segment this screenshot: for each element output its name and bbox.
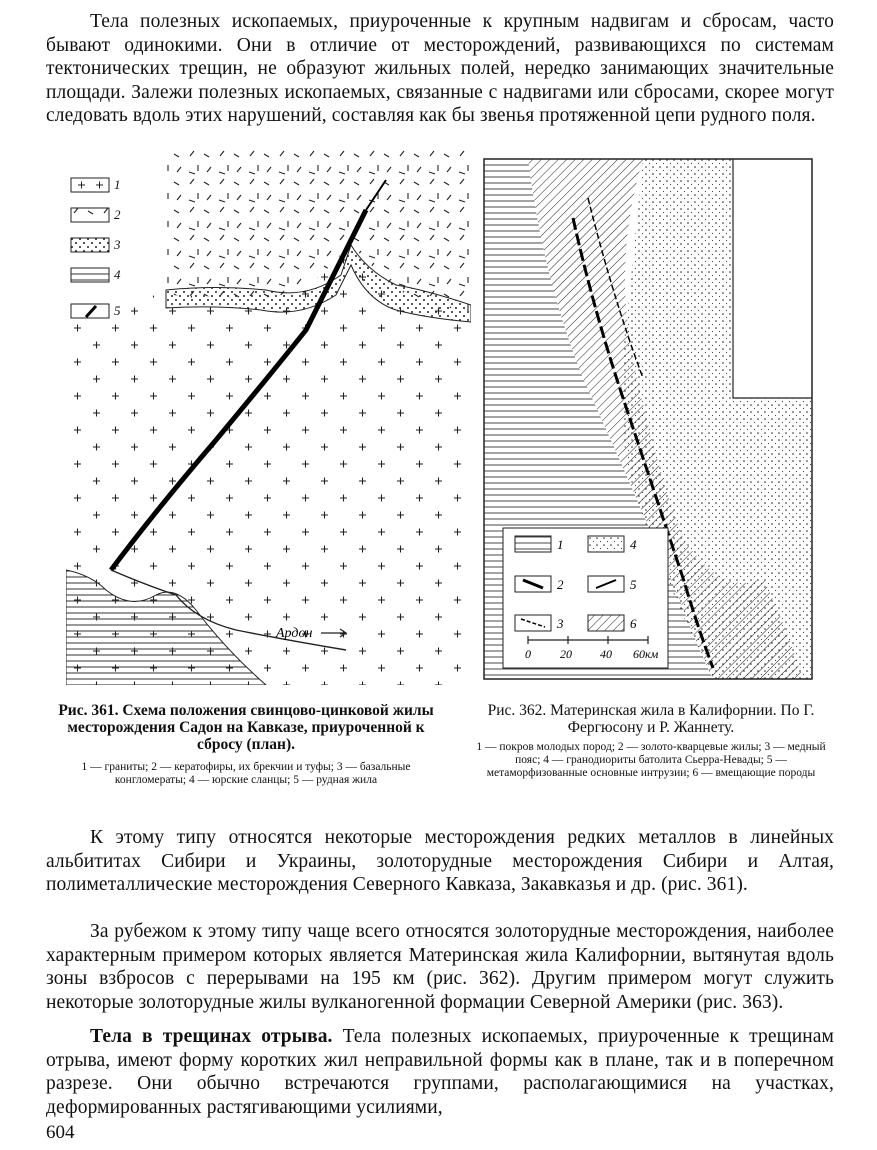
figure-361-map: [66, 150, 471, 685]
figure-362-caption-legend: 1 — покров молодых пород; 2 — золото-кварцевые жилы; 3 — медный пояс; 4 — гранодиориты батолита Сьерра-Невады; 5 — метаморфизованные основные интрузии; 6 — вмещающие породы: [476, 741, 826, 779]
scale-tick-20: 20: [560, 647, 572, 661]
paragraph-2: К этому типу относятся некоторые месторождения редких металлов в линейных альбититах Сибири и Украины, золоторудные месторождения Сибири и Алтая, полиметаллические месторождения Северного Кавказа, Закавказья и др. (рис. 361).: [46, 827, 834, 896]
scale-tick-0: 0: [525, 647, 531, 661]
intro-paragraph: Тела полезных ископаемых, приуроченные к крупным надвигам и сбросам, часто бывают одинокими. Они в отличие от месторождений, развивающихся по системам тектонических трещин, не образуют жильных полей, нередко занимающих значительные площади. Залежи полезных ископаемых, связанные с надвигами или сбросами, скорее могут следовать вдоль этих нарушений, составляя как бы звенья протяженной цепи рудного поля.: [46, 11, 834, 127]
legend-item-1: 1: [70, 177, 110, 200]
river-label: Ардон: [276, 626, 313, 641]
section-heading: Тела в трещинах отрыва.: [90, 1026, 333, 1047]
page-number: 604: [46, 1122, 75, 1143]
legend-item-3: 3: [70, 237, 110, 260]
figure-361: [66, 150, 471, 685]
legend-num-6: 6: [630, 616, 637, 631]
legend-num-3: 3: [557, 616, 564, 631]
legend-num-2: 2: [557, 577, 564, 592]
legend-item-4: 4: [70, 267, 110, 290]
figure-362-map: [483, 158, 813, 680]
scale-tick-60: 60км: [633, 647, 659, 661]
legend-item-5: 5: [70, 303, 110, 326]
legend-num-5: 5: [630, 577, 637, 592]
scale-tick-40: 40: [600, 647, 612, 661]
legend-num-4: 4: [630, 537, 637, 552]
figure-362: [483, 158, 813, 680]
figure-361-caption-legend: 1 — граниты; 2 — кератофиры, их брекчии и туфы; 3 — базальные конгломераты; 4 — юрские сланцы; 5 — рудная жила: [81, 761, 411, 786]
paragraph-4: Тела в трещинах отрыва. Тела полезных ископаемых, приуроченные к трещинам отрыва, имеют форму коротких жил неправильной формы как в плане, так и в поперечном разрезе. Они обычно встречаются группами, располагающимися на участках, деформированных растягивающими усилиями,: [46, 1026, 834, 1118]
legend-item-2: 2: [70, 207, 110, 230]
paragraph-3: За рубежом к этому типу чаще всего относятся золоторудные месторождения, наиболее характерным примером которых является Материнская жила Калифорнии, вытянутая вдоль зоны взбросов с перерывами на 195 км (рис. 362). Другим примером могут служить некоторые золоторудные жилы вулканогенной формации Северной Америки (рис. 363).: [46, 921, 834, 1013]
legend-num-1: 1: [557, 537, 564, 552]
figure-361-caption-title: Рис. 361. Схема положения свинцово-цинковой жилы месторождения Садон на Кавказе, приуроченной к сбросу (план).: [58, 702, 434, 753]
figure-362-caption-title: Рис. 362. Материнская жила в Калифорнии. По Г. Фергюсону и Р. Жаннету.: [487, 702, 815, 736]
